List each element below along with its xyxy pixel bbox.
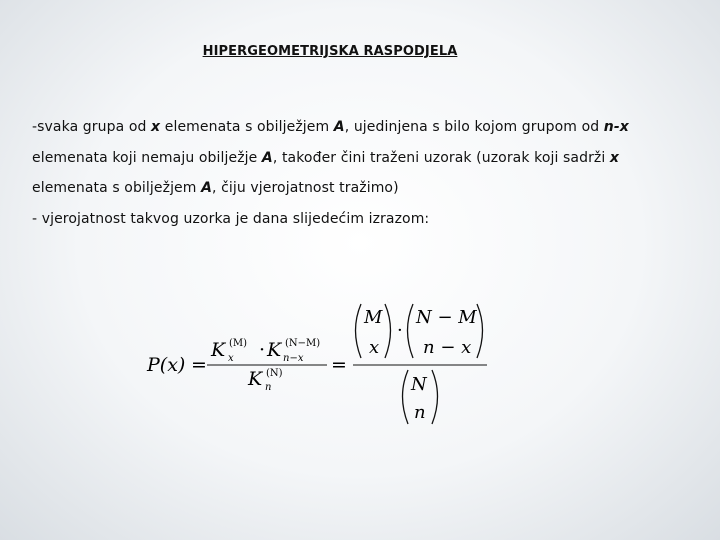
var-x: x [609, 149, 620, 166]
binom-paren-left [403, 370, 409, 424]
formula-sub-n-x: n−x [283, 353, 304, 364]
var-a: A [261, 149, 273, 166]
text-segment: elemenata s obilježjem [160, 119, 334, 135]
binom-paren-left [356, 304, 362, 358]
body-line-1 [32, 112, 692, 143]
var-a: A [201, 180, 212, 196]
binom3-bottom: n [414, 402, 426, 423]
text-segment: , također čini traženi uzorak (uzorak koji sadrži [272, 149, 610, 166]
var-a: A [333, 119, 345, 135]
body-text [32, 112, 692, 234]
body-line-2 [32, 143, 692, 174]
formula-equals-1: = [191, 354, 207, 376]
binom1-top: M [364, 307, 383, 328]
binom1-bottom: x [369, 337, 380, 358]
formula-k: K [211, 339, 226, 361]
binom2-bottom: n − x [423, 337, 472, 358]
text-segment: -svaka grupa od [32, 119, 152, 135]
binom-paren-right [477, 304, 483, 358]
formula-sub-n: n [265, 382, 272, 393]
formula-dot-2: · [397, 320, 403, 341]
formula-sup-m: (M) [229, 338, 248, 349]
binom-paren-right [432, 370, 438, 424]
body-line-4: - vjerojatnost takvog uzorka je dana slijedećim izrazom: [32, 210, 430, 227]
formula-svg [145, 298, 495, 428]
formula-equals-2: = [331, 354, 347, 376]
binom3-top: N [411, 374, 427, 395]
binom-paren-left [408, 304, 414, 358]
text-segment: elemenata s obilježjem [32, 180, 202, 196]
text-segment: , čiju vjerojatnost tražimo) [212, 180, 399, 196]
var-n-x: n-x [603, 119, 629, 135]
body-line-3 [32, 173, 692, 204]
formula-sup-n-m: (N−M) [285, 338, 321, 349]
formula-sup-n: (N) [266, 368, 283, 379]
text-segment: elemenata koji nemaju obilježje [32, 149, 262, 166]
text-segment: , ujedinjena s bilo kojom grupom od [344, 119, 604, 135]
hypergeometric-formula [145, 298, 495, 428]
formula-sub-x: x [228, 353, 234, 364]
formula-dot: · [259, 339, 266, 361]
formula-lhs: P(x) [147, 354, 186, 376]
binom-paren-right [385, 304, 391, 358]
formula-k: K [248, 368, 263, 390]
binom2-top: N − M [416, 307, 477, 328]
slide-title: HIPERGEOMETRIJSKA RASPODJELA [202, 44, 458, 59]
formula-k: K [267, 339, 282, 361]
var-x: x [151, 119, 161, 135]
